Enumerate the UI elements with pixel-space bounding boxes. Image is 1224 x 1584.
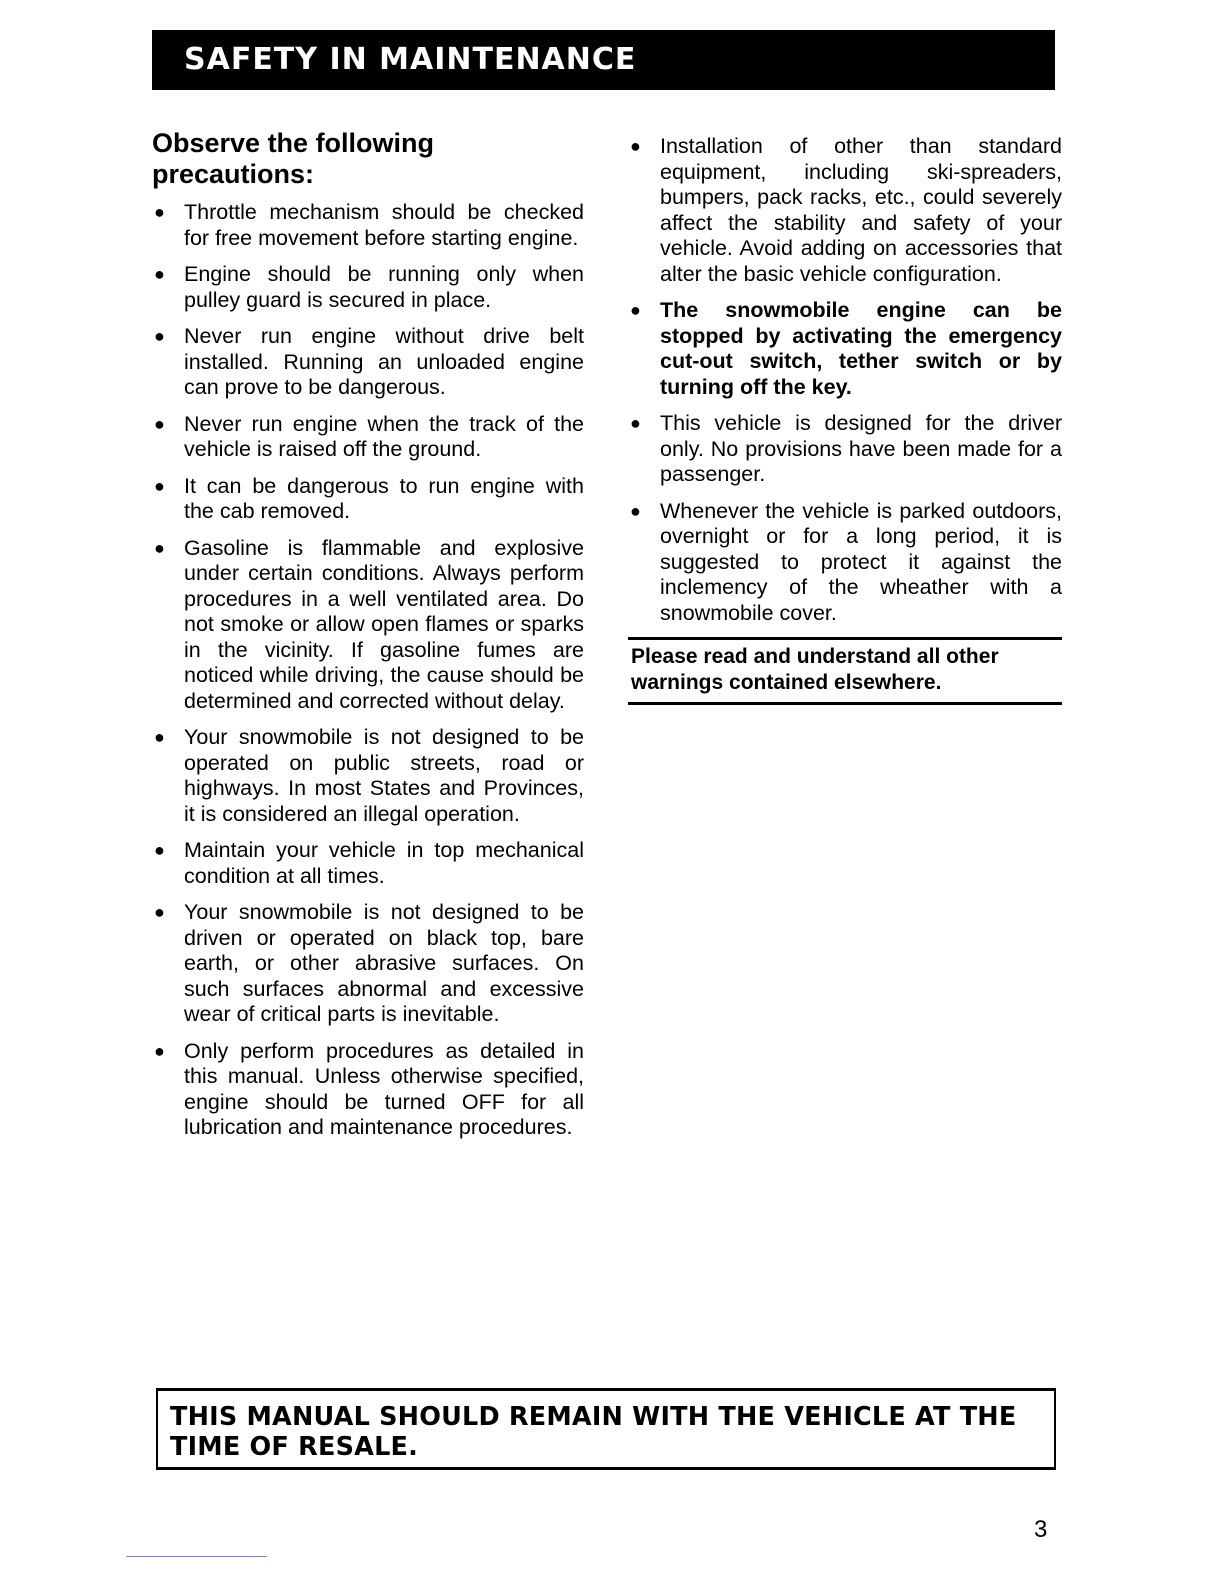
warnings-note: Please read and understand all other warnings contained elsewhere. — [628, 637, 1062, 705]
precautions-heading: Observe the following precautions: — [152, 128, 435, 189]
bullet-icon: ● — [154, 840, 165, 860]
list-item — [152, 412, 584, 463]
list-item-text: Never run engine without drive belt installed. Running an unloaded engine can prove to be dangerous. — [184, 324, 584, 399]
precautions-list-continued — [628, 134, 1062, 626]
bullet-icon: ● — [630, 300, 641, 320]
list-item — [152, 1039, 584, 1141]
resale-notice-text: THIS MANUAL SHOULD REMAIN WITH THE VEHICLE AT THE TIME OF RESALE. — [170, 1402, 1017, 1462]
bullet-icon: ● — [154, 264, 165, 284]
list-item-text: Installation of other than standard equipment, including ski-spreaders, bumpers, pack racks, etc., could severely affect the stability and safety of your vehicle. Avoid adding on accessories that alter the basic vehicle configuration. — [660, 134, 1062, 286]
bullet-icon: ● — [154, 326, 165, 346]
list-item-text: Never run engine when the track of the vehicle is raised off the ground. — [184, 411, 584, 461]
list-item-text: Throttle mechanism should be checked for free movement before starting engine. — [184, 200, 584, 250]
list-item — [152, 262, 584, 313]
left-column — [152, 128, 584, 1152]
list-item — [628, 499, 1062, 627]
bullet-icon: ● — [154, 475, 165, 496]
list-item-text: The snowmobile engine can be stopped by activating the emergency cut-out switch, tether switch or by turning off the key. — [660, 298, 1062, 399]
list-item-text: Only perform procedures as detailed in this manual. Unless otherwise specified, engine should be turned OFF for all lubrication and maintenance procedures. — [184, 1038, 584, 1139]
bullet-icon: ● — [630, 413, 641, 433]
list-item — [628, 134, 1062, 287]
list-item-text: Whenever the vehicle is parked outdoors, overnight or for a long period, it is suggested to protect it against the inclemency of the wheather with a snowmobile cover. — [660, 498, 1062, 625]
list-item — [628, 411, 1062, 488]
list-item — [152, 324, 584, 401]
section-title: SAFETY IN MAINTENANCE — [184, 42, 637, 77]
list-item — [152, 900, 584, 1028]
list-item — [152, 536, 584, 715]
list-item-emphasized — [628, 298, 1062, 400]
list-item — [152, 838, 584, 889]
divider-line — [126, 1556, 267, 1557]
list-item-text: Your snowmobile is not designed to be operated on public streets, road or highways. In most States and Provinces, it is considered an illegal operation. — [184, 725, 584, 826]
list-item — [152, 200, 584, 251]
bullet-icon: ● — [154, 727, 165, 747]
bullet-icon: ● — [154, 537, 165, 558]
list-item-text: Maintain your vehicle in top mechanical condition at all times. — [184, 838, 584, 888]
bullet-icon: ● — [154, 202, 165, 222]
list-item-text: This vehicle is designed for the driver only. No provisions have been made for a passenger. — [660, 411, 1062, 486]
section-header-bar — [152, 30, 1055, 90]
bullet-icon: ● — [154, 1040, 165, 1061]
list-item-text: Your snowmobile is not designed to be driven or operated on black top, bare earth, or other abrasive surfaces. On such surfaces abnormal and excessive wear of critical parts is inevitable. — [184, 900, 584, 1026]
bullet-icon: ● — [154, 902, 165, 922]
resale-notice-box — [156, 1388, 1056, 1470]
list-item-text: Gasoline is flammable and explosive under certain conditions. Always perform procedures in a well ventilated area. Do not smoke or allow open flames or sparks in the vicinity. If gasoline fumes are noticed while driving, the cause should be determined and corrected without delay. — [184, 535, 584, 713]
bullet-icon: ● — [630, 136, 641, 156]
list-item — [152, 474, 584, 525]
precautions-list — [152, 200, 584, 1141]
page-number: 3 — [1034, 1516, 1048, 1543]
list-item — [152, 725, 584, 827]
bullet-icon: ● — [154, 413, 165, 434]
list-item-text: It can be dangerous to run engine with the cab removed. — [184, 473, 584, 523]
list-item-text: Engine should be running only when pulley guard is secured in place. — [184, 262, 584, 312]
right-column — [628, 134, 1062, 705]
bullet-icon: ● — [630, 500, 641, 521]
